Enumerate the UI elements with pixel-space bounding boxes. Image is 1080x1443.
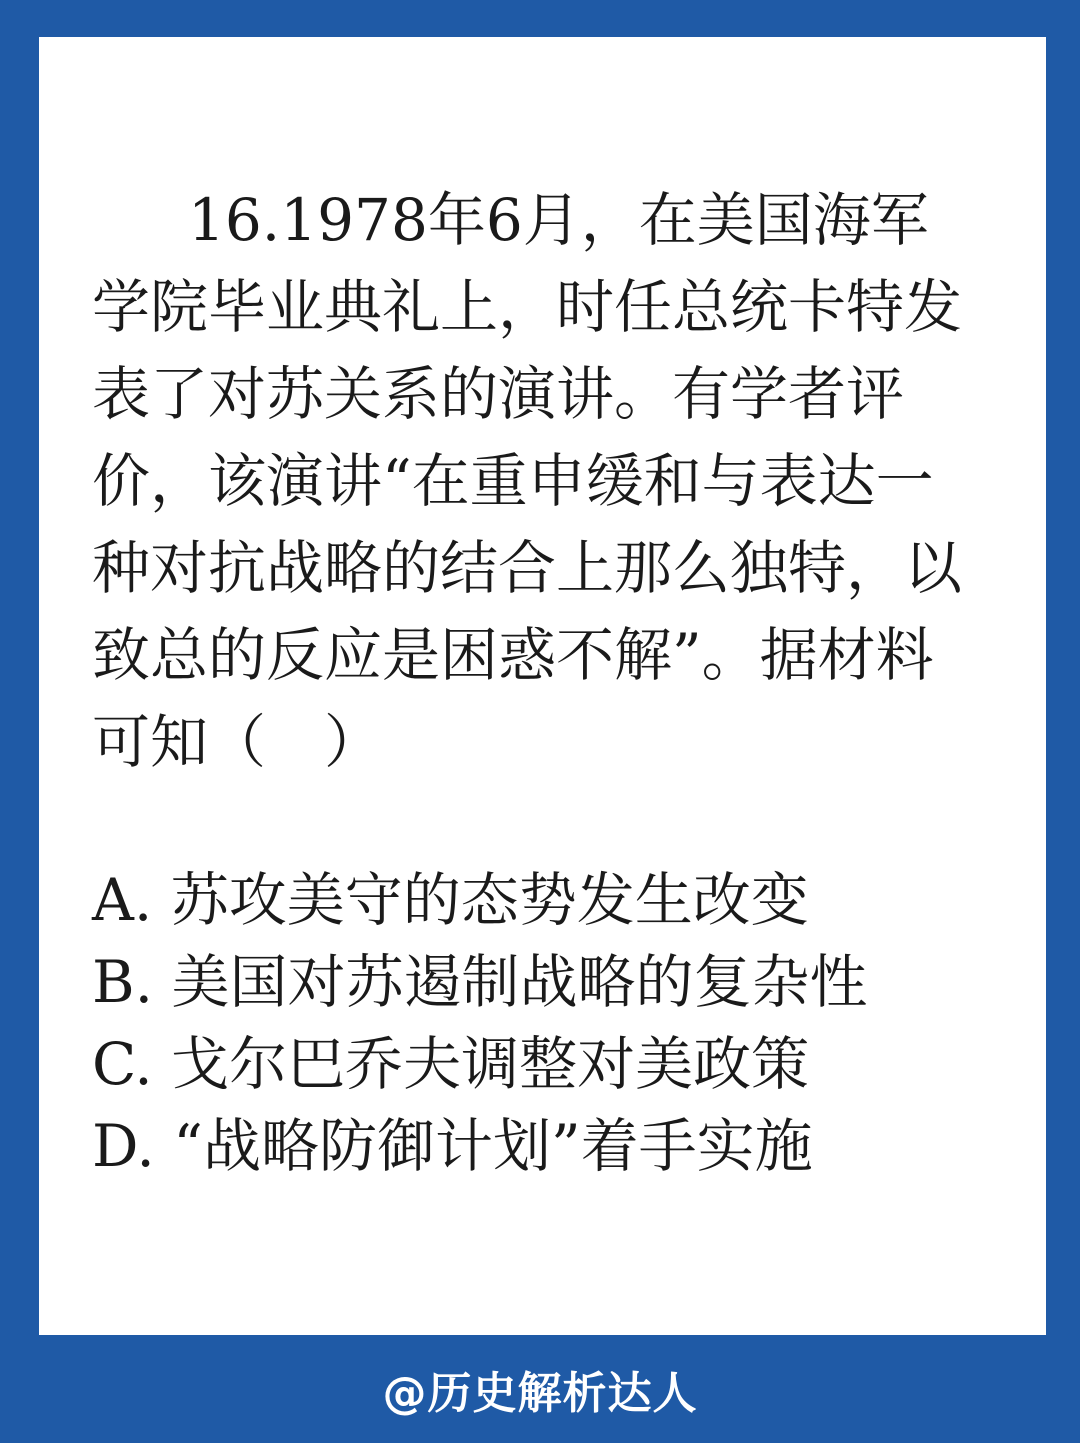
option-d: D. “战略防御计划”着手实施 (92, 1112, 813, 1180)
options-list (92, 859, 992, 1187)
question-text: 16.1978年6月，在美国海军学院毕业典礼上，时任总统卡特发表了对苏关系的演讲。有学者评价，该演讲“在重申缓和与表达一种对抗战略的结合上那么独特，以致总的反应是困惑不解”。据材料可知（ ） (92, 186, 963, 776)
option-b: B. 美国对苏遏制战略的复杂性 (92, 948, 868, 1016)
author-watermark: @历史解析达人 (382, 1368, 698, 1419)
question-card (39, 37, 1046, 1335)
footer-bar (0, 1335, 1080, 1443)
option-c: C. 戈尔巴乔夫调整对美政策 (92, 1030, 810, 1098)
option-a: A. 苏攻美守的态势发生改变 (92, 866, 809, 934)
